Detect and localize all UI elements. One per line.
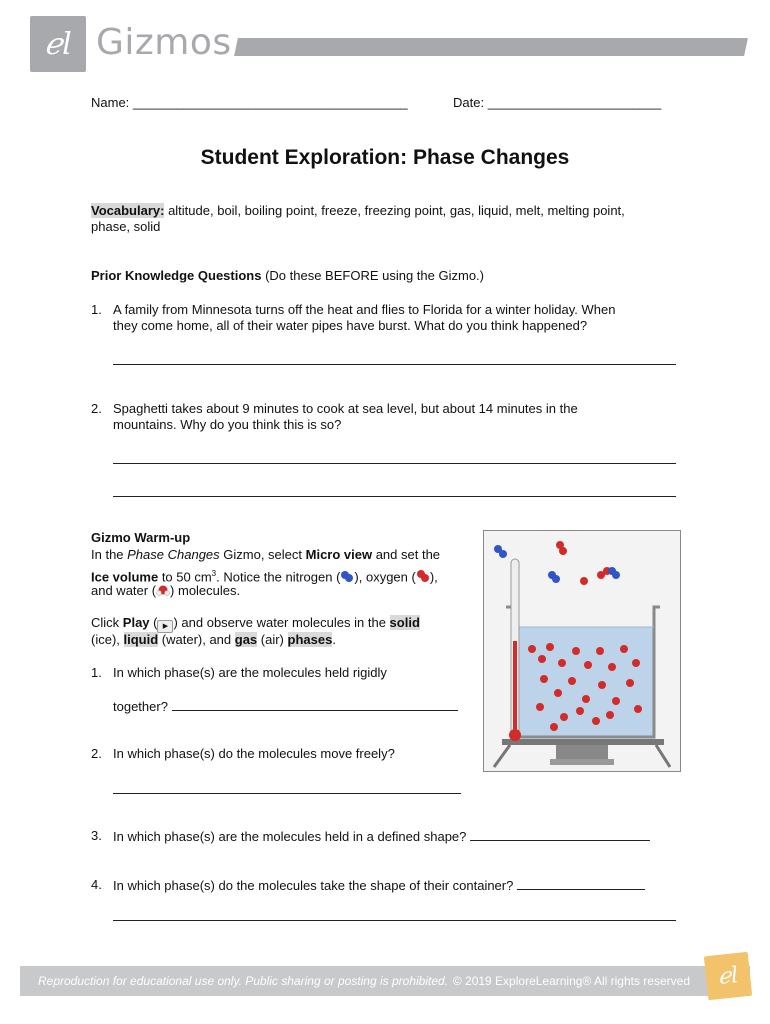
name-label: Name: <box>91 95 130 110</box>
wq1-number: 1. <box>91 665 102 680</box>
footer-bar <box>20 966 750 996</box>
warmup-text: (air) <box>257 632 288 647</box>
wq3-number: 3. <box>91 828 102 843</box>
header-bar <box>234 38 748 56</box>
prior-heading <box>91 268 484 284</box>
gizmos-brand: Gizmos <box>96 22 232 63</box>
liquid-term: liquid <box>123 632 159 647</box>
warmup-text: and set the <box>372 547 441 562</box>
q1-line-1: A family from Minnesota turns off the heat and flies to Florida for a winter holiday. When <box>113 302 616 317</box>
oxygen-molecule-icon <box>416 570 430 582</box>
wq3-answer-line[interactable] <box>470 828 650 841</box>
beaker-illustration <box>484 531 680 771</box>
warmup-line-1 <box>91 547 440 563</box>
warmup-text: ), oxygen ( <box>354 569 416 585</box>
nitrogen-molecule-icon <box>340 570 354 582</box>
q2-line-2: mountains. Why do you think this is so? <box>113 417 342 432</box>
prior-note: (Do these BEFORE using the Gizmo.) <box>261 268 484 283</box>
vocab-line-1 <box>91 203 625 219</box>
q1-line-2: they come home, all of their water pipes have burst. What do you think happened? <box>113 318 588 333</box>
q1-number: 1. <box>91 302 102 317</box>
wq1-answer-line[interactable] <box>172 698 458 711</box>
q2-number: 2. <box>91 401 102 416</box>
warmup-text: In the <box>91 547 128 562</box>
gas-term: gas <box>234 632 258 647</box>
date-blank[interactable]: ________________________ <box>487 95 662 110</box>
superscript: 3 <box>211 569 217 578</box>
date-label: Date: <box>453 95 485 110</box>
footer-copyright: © 2019 ExploreLearning® All rights reserved <box>452 974 690 988</box>
warmup-text: Gizmo, select <box>219 547 306 562</box>
micro-view-term: Micro view <box>305 547 373 562</box>
wq4-line <box>113 877 645 894</box>
page-title: Student Exploration: Phase Changes <box>200 146 570 169</box>
wq4-answer-line[interactable] <box>517 877 645 890</box>
footer-logo: ℯl <box>704 952 752 1000</box>
wq2-number: 2. <box>91 746 102 761</box>
warmup-text: and water ( <box>91 583 157 598</box>
vocab-text-1: altitude, boil, boiling point, freeze, freezing point, gas, liquid, melt, melting point, <box>164 203 625 218</box>
wq1-line-2 <box>113 698 458 715</box>
wq3-text: In which phase(s) are the molecules held in a defined shape? <box>113 829 467 844</box>
wq3-line <box>113 828 650 845</box>
warmup-text: to 50 cm <box>158 569 212 585</box>
prior-label: Prior Knowledge Questions <box>91 268 262 283</box>
footer-disclaimer: Reproduction for educational use only. Public sharing or posting is prohibited. <box>38 974 449 988</box>
q2-answer-line-1[interactable] <box>113 463 676 464</box>
wq1-line-1: In which phase(s) are the molecules held rigidly <box>113 665 387 680</box>
wq1-text: together? <box>113 699 168 714</box>
phase-changes-simulation-image <box>483 530 681 772</box>
warmup-text: ) and observe water molecules in the <box>173 615 390 630</box>
q1-answer-line[interactable] <box>113 364 676 365</box>
wq2-text: In which phase(s) do the molecules move freely? <box>113 746 395 761</box>
wq4-text: In which phase(s) do the molecules take the shape of their container? <box>113 878 514 893</box>
name-line <box>91 95 408 111</box>
phases-term: phases <box>287 632 333 647</box>
warmup-text: ) molecules. <box>170 583 241 598</box>
warmup-text: ), <box>429 569 438 585</box>
explorelearning-logo: ℯl <box>30 16 86 72</box>
warmup-line-5 <box>91 632 336 648</box>
warmup-text: (ice), <box>91 632 124 647</box>
warmup-text: Click <box>91 615 123 630</box>
warmup-text: (water), and <box>158 632 235 647</box>
warmup-text: . Notice the nitrogen ( <box>216 569 341 585</box>
vocab-text-2: phase, solid <box>91 219 161 234</box>
warmup-text: . <box>332 632 336 647</box>
warmup-text: ( <box>149 615 158 630</box>
q2-line-1: Spaghetti takes about 9 minutes to cook at sea level, but about 14 minutes in the <box>113 401 578 416</box>
play-term: Play <box>122 615 150 630</box>
warmup-heading: Gizmo Warm-up <box>91 530 191 545</box>
gizmo-name: Phase Changes <box>127 547 220 562</box>
solid-term: solid <box>389 615 420 630</box>
warmup-line-3 <box>91 583 240 599</box>
wq2-answer-line[interactable] <box>113 793 461 794</box>
wq4-answer-line-2[interactable] <box>113 920 676 921</box>
date-line <box>453 95 661 111</box>
wq4-number: 4. <box>91 877 102 892</box>
water-molecule-icon <box>156 584 170 596</box>
ice-volume-term: Ice volume <box>91 569 159 585</box>
warmup-line-4 <box>91 615 420 633</box>
play-icon: ▶ <box>157 620 173 633</box>
name-blank[interactable]: ______________________________________ <box>132 95 408 110</box>
vocab-label: Vocabulary: <box>91 203 165 218</box>
q2-answer-line-2[interactable] <box>113 496 676 497</box>
